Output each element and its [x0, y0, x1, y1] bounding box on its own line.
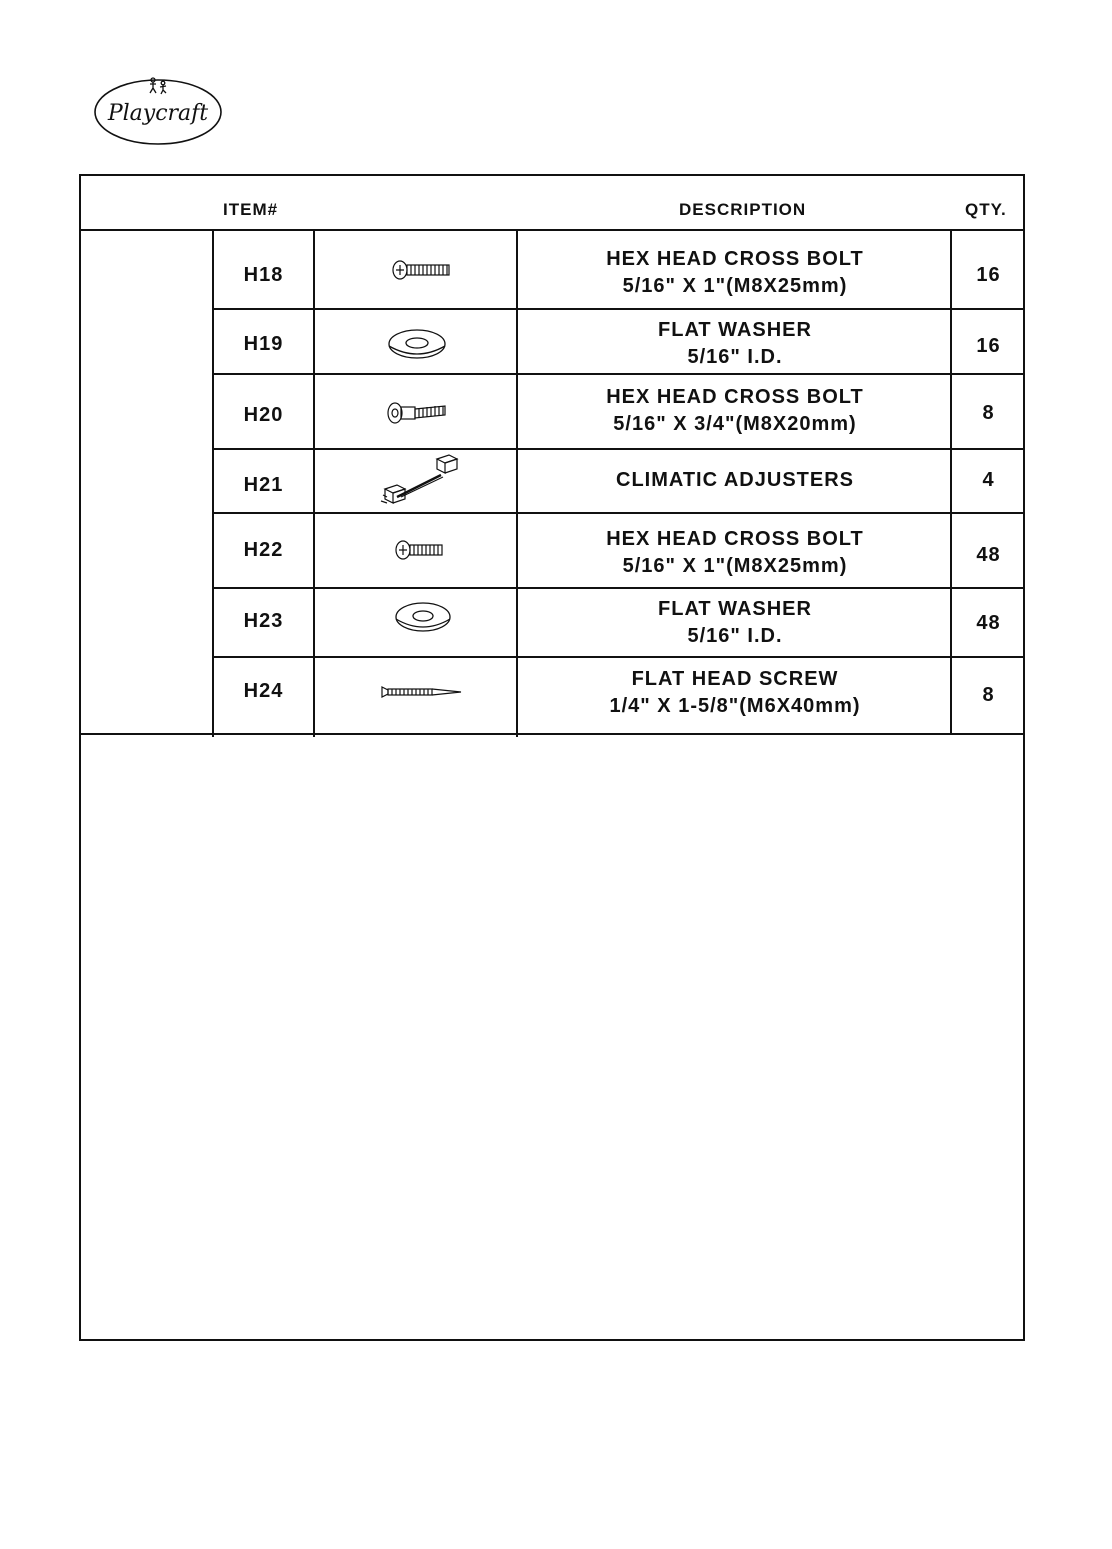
- climatic-adjuster-icon: [379, 451, 463, 511]
- parts-table: [79, 174, 1025, 1341]
- row-divider: [212, 512, 1025, 514]
- row-divider: [212, 448, 1025, 450]
- playcraft-logo: [92, 74, 224, 146]
- item-description: HEX HEAD CROSS BOLT 5/16" X 1"(M8X25mm): [606, 248, 864, 297]
- flat-washer-icon: [386, 327, 448, 361]
- item-description: HEX HEAD CROSS BOLT 5/16" X 3/4"(M8X20mm): [606, 386, 864, 435]
- item-number: H21: [243, 474, 284, 496]
- item-description: HEX HEAD CROSS BOLT 5/16" X 1"(M8X25mm): [606, 528, 864, 577]
- item-number: H19: [243, 333, 284, 355]
- socket-bolt-icon: [385, 398, 449, 426]
- item-description: FLAT HEAD SCREW 1/4" X 1-5/8"(M6X40mm): [609, 668, 861, 717]
- table-header: [81, 176, 1023, 231]
- flat-washer-icon: [393, 600, 453, 636]
- item-qty: 8: [982, 684, 995, 706]
- item-description: FLAT WASHER 5/16" I.D.: [658, 598, 812, 647]
- hex-bolt-short-icon: [393, 538, 445, 562]
- item-qty: 8: [982, 402, 995, 424]
- item-description: FLAT WASHER 5/16" I.D.: [658, 319, 812, 368]
- row-divider: [212, 656, 1025, 658]
- hex-bolt-long-icon: [390, 258, 452, 282]
- row-divider: [212, 373, 1025, 375]
- item-qty: 48: [976, 612, 1001, 634]
- col-divider: [313, 231, 315, 737]
- row-divider: [212, 587, 1025, 589]
- row-divider: [212, 308, 1025, 310]
- item-number: H22: [243, 539, 284, 561]
- item-qty: 48: [976, 544, 1001, 566]
- header-description: DESCRIPTION: [679, 200, 807, 219]
- item-number: H24: [243, 680, 284, 702]
- item-description: CLIMATIC ADJUSTERS: [616, 469, 854, 491]
- header-item: ITEM#: [223, 200, 279, 219]
- table-bottom-line: [81, 733, 1025, 735]
- flat-head-screw-icon: [379, 684, 465, 700]
- item-qty: 16: [976, 264, 1001, 286]
- item-qty: 4: [982, 469, 995, 491]
- item-qty: 16: [976, 335, 1001, 357]
- svg-text:Playcraft: Playcraft: [107, 101, 209, 126]
- item-number: H23: [243, 610, 284, 632]
- item-number: H20: [243, 404, 284, 426]
- item-number: H18: [243, 264, 284, 286]
- header-qty: QTY.: [965, 200, 1007, 219]
